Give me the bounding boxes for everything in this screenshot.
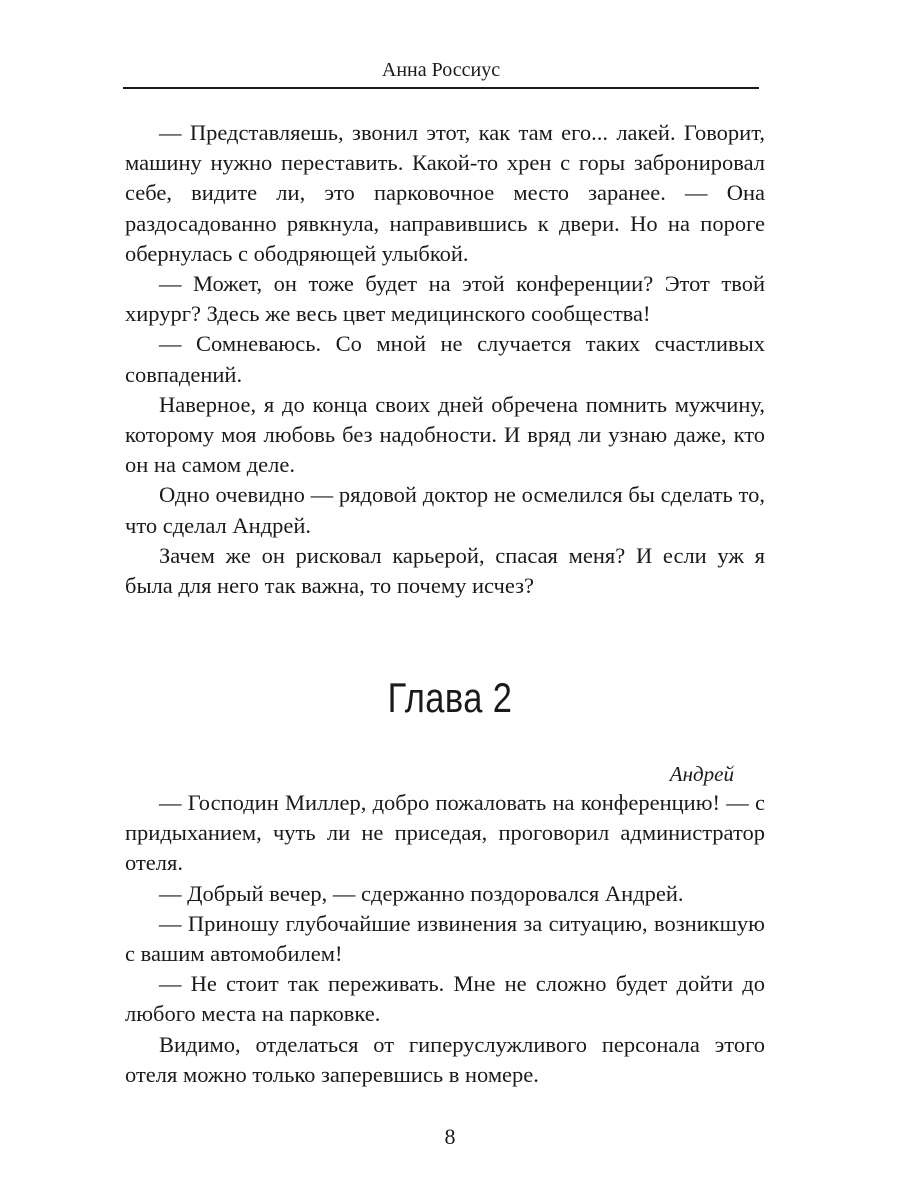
- paragraph: — Может, он тоже будет на этой конференции? Этот твой хирург? Здесь же весь цвет медицинского сообщества!: [125, 271, 765, 327]
- chapter-title: Глава 2: [387, 674, 513, 721]
- paragraph: — Добрый вечер, — сдержанно поздоровался Андрей.: [159, 880, 684, 906]
- section2-text: [125, 788, 765, 1090]
- paragraph: — Приношу глубочайшие извинения за ситуацию, возникшую с вашим автомобилем!: [125, 910, 765, 967]
- paragraph: — Не стоит так переживать. Мне не сложно будет дойти до любого места на парковке.: [125, 971, 765, 1027]
- paragraph: Видимо, отделаться от гиперуслужливого персонала этого отеля можно только заперевшись в номере.: [125, 1031, 765, 1087]
- paragraph: Зачем же он рисковал карьерой, спасая меня? И если уж я была для него так важна, то почему исчез?: [125, 542, 765, 599]
- section1-text: [125, 118, 765, 601]
- chapter-pov-name: Андрей: [669, 762, 734, 786]
- paragraph: — Сомневаюсь. Со мной не случается таких счастливых совпадений.: [125, 331, 765, 387]
- paragraph: — Господин Миллер, добро пожаловать на конференцию! — с придыханием, чуть ли не приседая, проговорил администратор отеля.: [125, 790, 765, 876]
- running-header-author: Анна Россиус: [381, 59, 501, 81]
- header-rule: [123, 87, 759, 89]
- paragraph: Одно очевидно — рядовой доктор не осмелился бы сделать то, что сделал Андрей.: [125, 482, 765, 538]
- paragraph: Наверное, я до конца своих дней обречена помнить мужчину, которому моя любовь без надобности. И вряд ли узнаю даже, кто он на самом деле.: [125, 391, 765, 478]
- paragraph: — Представляешь, звонил этот, как там его... лакей. Говорит, машину нужно переставить. Какой-то хрен с горы забронировал себе, видите ли, это парковочное место заранее. — Она раздосадованно рявкнула, направившись к двери. Но на пороге обернулась с ободряющей улыбкой.: [125, 120, 765, 266]
- page-number: 8: [444, 1124, 456, 1149]
